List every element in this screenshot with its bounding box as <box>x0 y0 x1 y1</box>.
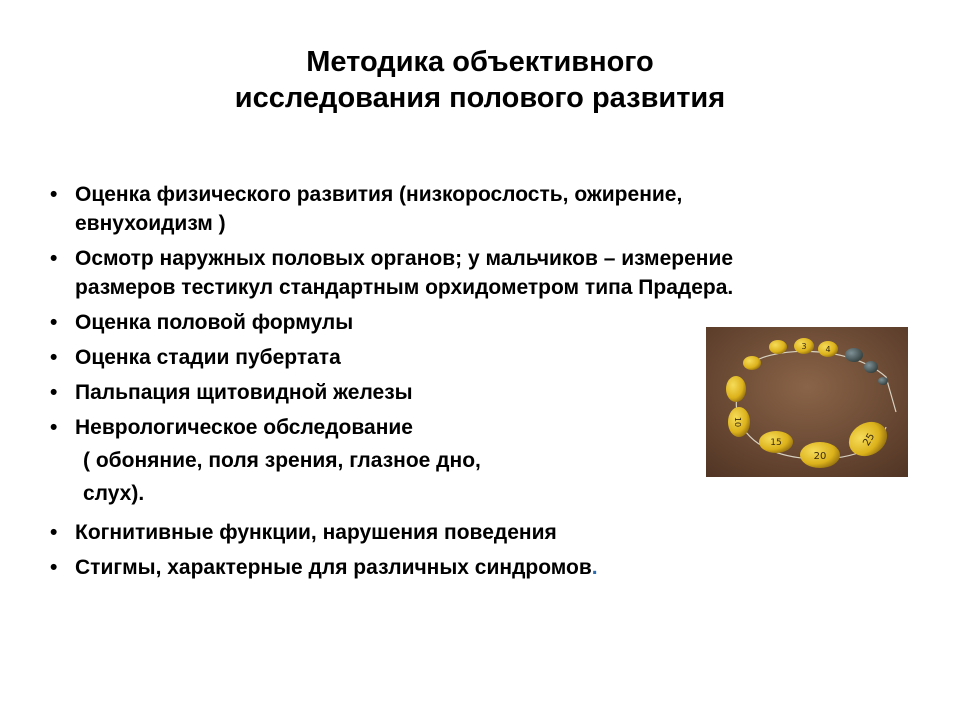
bullet-dot: • <box>50 183 58 206</box>
bullet-item <box>50 180 930 209</box>
orchidometer-image <box>706 327 908 477</box>
bullet-dot: • <box>50 416 58 439</box>
bullet-text: Стигмы, характерные для различных синдромов <box>75 556 592 579</box>
bullet-text: Неврологическое обследование <box>75 416 413 439</box>
bead <box>743 356 761 370</box>
bead-label: 20 <box>813 451 827 462</box>
bullet-text: Оценка физического развития (низкорослость, ожирение, <box>75 183 683 206</box>
bullet-dot: • <box>50 381 58 404</box>
bullet-dot: • <box>50 311 58 334</box>
bullet-dot: • <box>50 247 58 270</box>
bullet-text: Оценка стадии пубертата <box>75 346 341 369</box>
grey-bead <box>878 377 888 385</box>
bead-label: 4 <box>825 345 831 354</box>
bullet-text: слух). <box>83 482 145 505</box>
bead <box>769 340 787 354</box>
bullet-text: размеров тестикул стандартным орхидометром типа Прадера. <box>75 276 734 299</box>
orchidometer-photo <box>706 327 908 477</box>
grey-bead <box>864 361 878 373</box>
bullet-dot: • <box>50 556 58 579</box>
bullet-dot: • <box>50 346 58 369</box>
bullet-item <box>50 273 930 302</box>
bullet-item <box>50 518 930 547</box>
bullet-text: евнухоидизм ) <box>75 212 226 235</box>
bead-label: 15 <box>770 438 782 448</box>
bullet-text: Когнитивные функции, нарушения поведения <box>75 521 557 544</box>
bullet-dot: • <box>50 521 58 544</box>
bullet-text: Осмотр наружных половых органов; у мальчиков – измерение <box>75 247 734 270</box>
title-line-2: исследования полового развития <box>234 82 726 114</box>
bead-label: 25 <box>861 431 878 449</box>
bullet-item <box>50 244 930 273</box>
bullet-text: Пальпация щитовидной железы <box>75 381 413 404</box>
slide-title <box>0 44 960 116</box>
bullet-text: ( обоняние, поля зрения, глазное дно, <box>83 449 481 472</box>
bead-label: 3 <box>801 342 807 351</box>
title-line-1: Методика объективного <box>306 46 654 78</box>
bullet-item <box>50 479 930 508</box>
bullet-item <box>50 209 930 238</box>
grey-bead <box>845 348 863 362</box>
bullet-end-period: . <box>591 556 598 579</box>
bullet-text: Оценка половой формулы <box>75 311 354 334</box>
bullet-item <box>50 553 930 582</box>
bead-label: 10 <box>733 416 742 428</box>
bead <box>726 376 746 402</box>
